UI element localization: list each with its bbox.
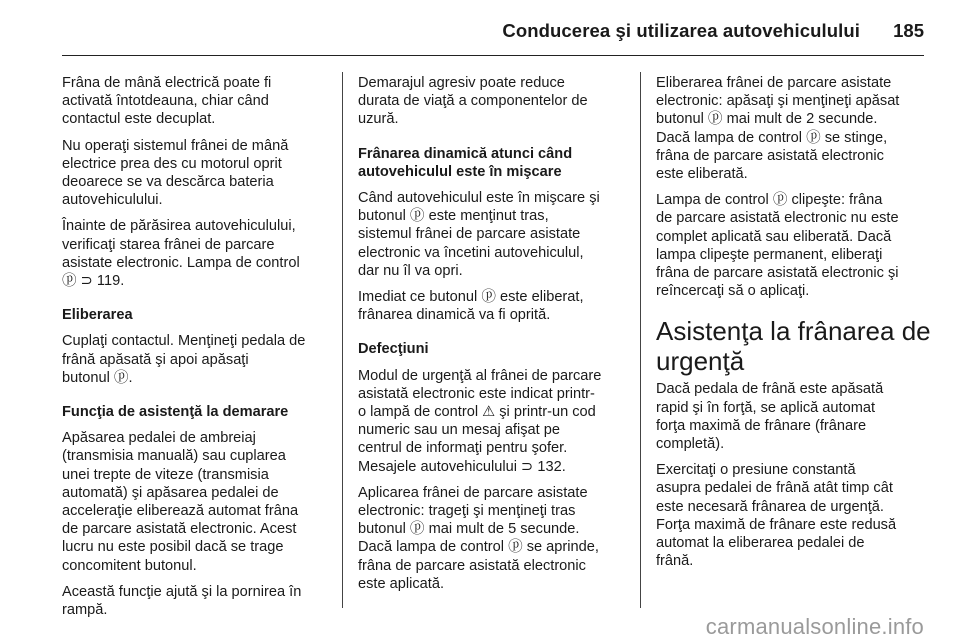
text-line: asistate electronic. Lampa de control xyxy=(62,254,300,271)
text-line: frâna de parcare asistată electronic xyxy=(656,147,884,164)
paragraph xyxy=(358,288,628,324)
text-line: butonul ⓟ mai mult de 2 secunde. xyxy=(656,111,878,128)
text-line: uzură. xyxy=(358,111,399,128)
text-line: butonul ⓟ este menţinut tras, xyxy=(358,208,549,225)
text-line: Defecţiuni xyxy=(358,341,429,358)
text-line: Forţa maximă de frânare este redusă xyxy=(656,516,897,533)
text-line: automat la eliberarea pedalei de xyxy=(656,535,865,552)
text-line: electronic va încetini autovehiculul, xyxy=(358,244,584,261)
text-line: durata de viaţă a componentelor de xyxy=(358,93,588,110)
paragraph xyxy=(62,74,330,129)
paragraph xyxy=(656,74,926,183)
text-line: Apăsarea pedalei de ambreiaj xyxy=(62,430,256,447)
text-line: Dacă lampa de control ⓟ se aprinde, xyxy=(358,539,599,556)
section-heading xyxy=(62,403,330,421)
text-line: dar nu îl va opri. xyxy=(358,262,463,279)
text-line: lampa clipeşte permanent, eliberaţi xyxy=(656,246,883,263)
paragraph xyxy=(358,367,628,476)
text-line: Frânarea dinamică atunci când xyxy=(358,145,573,162)
text-line: asistată electronic este indicat printr- xyxy=(358,385,595,402)
page-title: Conducerea şi utilizarea autovehiculului xyxy=(502,20,860,41)
text-line: Când autovehiculul este în mişcare şi xyxy=(358,190,600,207)
paragraph xyxy=(358,484,628,593)
paragraph xyxy=(62,217,330,290)
text-line: Dacă lampa de control ⓟ se stinge, xyxy=(656,129,888,146)
paragraph xyxy=(656,380,926,453)
text-line: electrice prea des cu motorul oprit xyxy=(62,155,282,172)
text-line: numeric sau un mesaj afişat pe xyxy=(358,422,560,439)
text-line: centrul de informaţi pentru şofer. xyxy=(358,440,568,457)
text-line: autovehiculului. xyxy=(62,192,163,209)
text-line: frâna de parcare asistată electronic şi xyxy=(656,265,899,282)
text-line: Lampa de control ⓟ clipeşte: frâna xyxy=(656,192,883,209)
text-line: electronic: apăsaţi şi menţineţi apăsat xyxy=(656,93,900,110)
text-line: frâna de parcare asistată electronic xyxy=(358,557,586,574)
text-line: Modul de urgenţă al frânei de parcare xyxy=(358,367,602,384)
text-line: Demarajul agresiv poate reduce xyxy=(358,75,565,91)
text-line: frână apăsată şi apoi apăsaţi xyxy=(62,351,249,368)
text-line: de parcare asistată electronic. Acest xyxy=(62,521,297,538)
text-line: butonul ⓟ mai mult de 5 secunde. xyxy=(358,521,580,538)
text-line: rampă. xyxy=(62,602,108,619)
text-column-1 xyxy=(62,74,330,627)
text-line: este aplicată. xyxy=(358,575,444,592)
column-divider xyxy=(640,72,641,608)
text-line: sistemul frânei de parcare asistate xyxy=(358,226,581,243)
text-line: autovehiculul este în mişcare xyxy=(358,163,562,180)
text-line: electronic: trageţi şi menţineţi tras xyxy=(358,503,576,520)
text-line: verificaţi starea frânei de parcare xyxy=(62,236,275,253)
paragraph xyxy=(62,332,330,387)
text-column-2 xyxy=(358,74,628,601)
text-line: Aplicarea frânei de parcare asistate xyxy=(358,484,588,501)
text-line: Mesajele autovehiculului ⊃ 132. xyxy=(358,458,566,475)
section-title xyxy=(656,316,931,377)
text-line: o lampă de control ⚠ şi printr-un cod xyxy=(358,404,596,421)
text-line: concomitent butonul. xyxy=(62,557,197,574)
text-line: butonul ⓟ. xyxy=(62,369,133,386)
text-line: urgenţă xyxy=(656,346,745,377)
header-rule xyxy=(62,55,924,56)
paragraph xyxy=(358,74,628,129)
text-line: contactul este decuplat. xyxy=(62,111,216,128)
text-line: de parcare asistată electronic nu este xyxy=(656,210,899,227)
text-line: Asistenţa la frânarea de xyxy=(656,316,931,347)
text-line: Cuplaţi contactul. Menţineţi pedala de xyxy=(62,333,306,350)
page-header xyxy=(0,0,960,56)
text-line: Înainte de părăsirea autovehiculului, xyxy=(62,218,296,235)
text-line: Frâna de mână electrică poate fi xyxy=(62,75,272,91)
text-line: automată) şi apăsarea pedalei de xyxy=(62,484,279,501)
text-line: complet aplicată sau eliberată. Dacă xyxy=(656,228,892,245)
text-line: lucru nu este posibil dacă se trage xyxy=(62,539,284,556)
text-line: este eliberată. xyxy=(656,166,748,183)
text-line: acceleraţie eliberează automat frâna xyxy=(62,503,299,520)
text-line: completă). xyxy=(656,436,725,453)
text-line: frânarea dinamică va fi oprită. xyxy=(358,307,551,324)
text-line: Această funcţie ajută şi la pornirea în xyxy=(62,583,302,600)
text-line: ⓟ ⊃ 119. xyxy=(62,273,125,290)
section-heading xyxy=(62,306,330,324)
paragraph xyxy=(62,429,330,575)
text-line: reîncercaţi să o aplicaţi. xyxy=(656,283,810,300)
text-line: forţa maximă de frânare (frânare xyxy=(656,417,867,434)
paragraph xyxy=(62,137,330,210)
text-line: deoarece se va descărca bateria xyxy=(62,174,274,191)
text-line: rapid şi în forţă, se aplică automat xyxy=(656,399,876,416)
text-line: este necesară frânarea de urgenţă. xyxy=(656,498,884,515)
page-number: 185 xyxy=(893,20,924,41)
paragraph xyxy=(656,461,926,570)
text-line: activată întotdeauna, chiar când xyxy=(62,93,269,110)
text-line: Dacă pedala de frână este apăsată xyxy=(656,381,884,398)
text-line: Imediat ce butonul ⓟ este eliberat, xyxy=(358,289,584,306)
section-heading xyxy=(358,145,628,181)
text-line: (transmisia manuală) sau cuplarea xyxy=(62,448,286,465)
text-line: Funcţia de asistenţă la demarare xyxy=(62,404,289,421)
text-line: Nu operaţi sistemul frânei de mână xyxy=(62,137,289,154)
text-line: Eliberarea xyxy=(62,307,133,324)
text-line: frână. xyxy=(656,553,694,570)
paragraph xyxy=(358,189,628,280)
column-divider xyxy=(342,72,343,608)
text-line: Exercitaţi o presiune constantă xyxy=(656,462,856,479)
text-line: asupra pedalei de frână atât timp cât xyxy=(656,480,893,497)
paragraph xyxy=(656,191,926,300)
watermark: carmanualsonline.info xyxy=(705,614,924,639)
text-column-3 xyxy=(656,74,931,578)
paragraph xyxy=(62,583,330,619)
text-line: unei trepte de viteze (transmisia xyxy=(62,466,269,483)
section-heading xyxy=(358,340,628,358)
text-line: Eliberarea frânei de parcare asistate xyxy=(656,75,892,91)
